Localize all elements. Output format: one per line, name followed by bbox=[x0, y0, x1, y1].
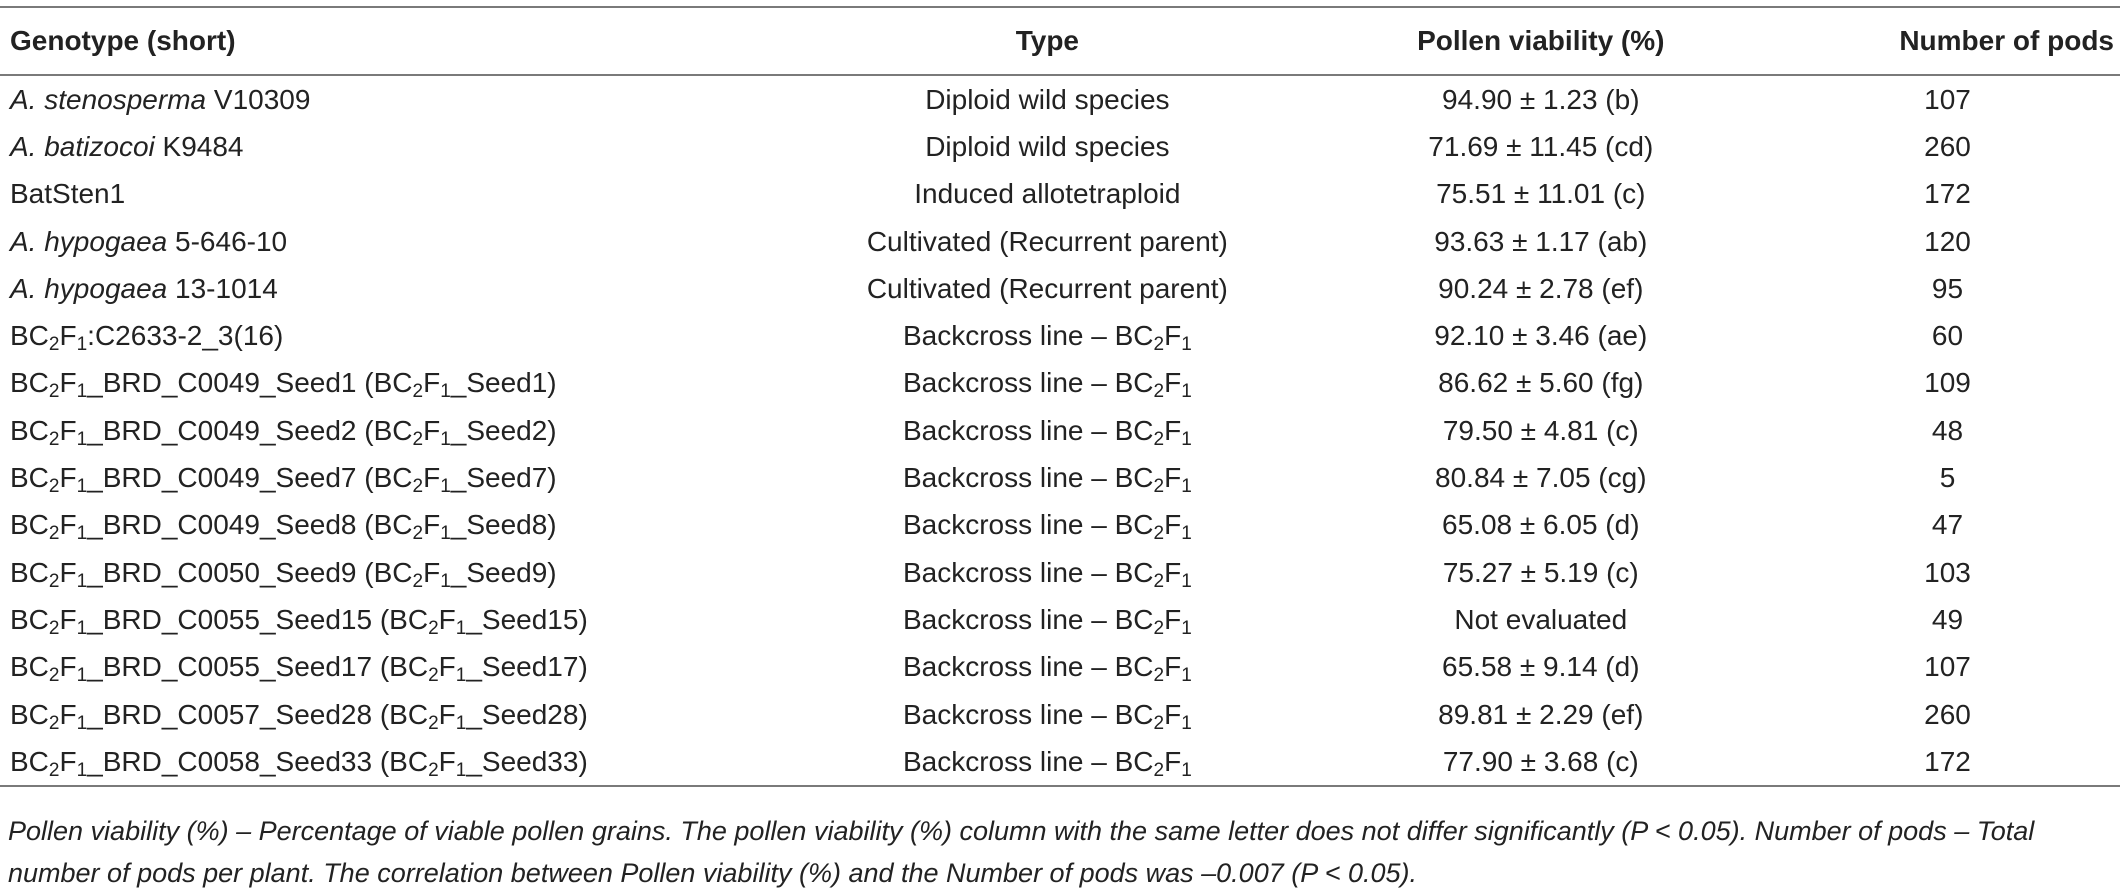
table-row bbox=[0, 502, 2120, 549]
table-body bbox=[0, 75, 2120, 786]
cell-genotype: $BC_2F_1\_BRD\_C0057\_Seed28$ $(BC_2F_1\_Seed28)$ bbox=[10, 698, 588, 734]
table-row bbox=[0, 360, 2120, 407]
cell-type: Backcross line – $BC_2F_1$ bbox=[902, 698, 1192, 734]
cell-genotype: $BC_2F_1\_BRD\_C0055\_Seed15$ $(BC_2F_1\_Seed15)$ bbox=[10, 603, 588, 639]
cell-pollen-viability: 89.81 ± 2.29 (ef) bbox=[1438, 698, 1644, 730]
cell-number-of-pods: 5 bbox=[1939, 462, 1956, 494]
cell-pollen-viability: 75.51 ± 11.01 (c) bbox=[1436, 178, 1646, 210]
cell-pollen-viability: 79.50 ± 4.81 (c) bbox=[1442, 414, 1639, 446]
cell-type: Diploid wild species bbox=[925, 83, 1170, 115]
cell-pollen-viability: 80.84 ± 7.05 (cg) bbox=[1435, 462, 1647, 494]
cell-type: Backcross line – $BC_2F_1$ bbox=[788, 738, 1306, 786]
cell-number-of-pods: 49 bbox=[1931, 603, 1964, 635]
cell-pollen-viability: 77.90 ± 3.68 (c) bbox=[1307, 738, 1775, 786]
cell-genotype: $BC_2F_1\_BRD\_C0058\_Seed33$ $(BC_2F_1\_Seed33)$ bbox=[0, 738, 788, 786]
cell-genotype: A. hypogaea 5-646-10 bbox=[10, 225, 288, 257]
table-row bbox=[0, 407, 2120, 454]
cell-pollen-viability: 90.24 ± 2.78 (ef) bbox=[1438, 272, 1644, 304]
cell-number-of-pods: 107 bbox=[1924, 83, 1971, 115]
cell-type: Backcross line – $BC_2F_1$ bbox=[902, 367, 1192, 403]
cell-number-of-pods: 172 bbox=[1924, 178, 1971, 210]
cell-type: Cultivated (Recurrent parent) bbox=[866, 225, 1228, 257]
cell-number-of-pods: 107 bbox=[1924, 651, 1971, 683]
cell-type: Cultivated (Recurrent parent) bbox=[866, 272, 1228, 304]
table-footnote: Pollen viability (%) – Percentage of viable pollen grains. The pollen viability (%) column with the same letter does not differ significantly (P < 0.05). Number of pods – Total number of pods per plant. The correlation between Pollen viability (%) and the Number of pods was –0.007 (P < 0.05). bbox=[8, 816, 2035, 888]
table-row bbox=[0, 123, 2120, 170]
cell-number-of-pods: 95 bbox=[1931, 272, 1964, 304]
cell-number-of-pods: 103 bbox=[1924, 556, 1971, 588]
cell-genotype: $BC_2F_1\_BRD\_C0055\_Seed17$ $(BC_2F_1\_Seed17)$ bbox=[10, 651, 588, 687]
cell-genotype: A. hypogaea 13-1014 bbox=[10, 272, 278, 304]
cell-type: Backcross line – $BC_2F_1$ bbox=[902, 414, 1192, 450]
cell-pollen-viability: 86.62 ± 5.60 (fg) bbox=[1438, 367, 1644, 399]
cell-genotype: A. batizocoi K9484 bbox=[10, 130, 244, 162]
results-table bbox=[0, 6, 2120, 787]
cell-number-of-pods: 120 bbox=[1924, 225, 1971, 257]
header-type: Type bbox=[788, 7, 1306, 75]
table-row bbox=[0, 644, 2120, 691]
cell-genotype: $BC_2F_1\_BRD\_C0049\_Seed2$ $(BC_2F_1\_Seed2)$ bbox=[10, 414, 557, 450]
header-row bbox=[0, 7, 2120, 75]
cell-type: Diploid wild species bbox=[925, 130, 1170, 162]
cell-number-of-pods: 172 bbox=[1775, 738, 2120, 786]
cell-pollen-viability: 92.10 ± 3.46 (ae) bbox=[1434, 320, 1648, 352]
cell-number-of-pods: 260 bbox=[1924, 698, 1971, 730]
header-pods: Number of pods bbox=[1775, 7, 2120, 75]
cell-genotype: BatSten1 bbox=[10, 178, 126, 210]
cell-type: Backcross line – $BC_2F_1$ bbox=[902, 320, 1192, 356]
table-row bbox=[0, 75, 2120, 123]
table-row bbox=[0, 218, 2120, 265]
cell-type: Induced allotetraploid bbox=[914, 178, 1181, 210]
cell-genotype: A. stenosperma V10309 bbox=[10, 83, 311, 115]
cell-genotype: $BC_2F_1\_BRD\_C0049\_Seed7$ $(BC_2F_1\_Seed7)$ bbox=[10, 462, 557, 498]
cell-genotype: $BC_2F_1\_BRD\_C0049\_Seed1$ $(BC_2F_1\_Seed1)$ bbox=[10, 367, 557, 403]
cell-pollen-viability: 93.63 ± 1.17 (ab) bbox=[1434, 225, 1648, 257]
header-genotype: Genotype (short) bbox=[0, 7, 788, 75]
table-row bbox=[0, 549, 2120, 596]
table-row bbox=[0, 738, 2120, 786]
table-row bbox=[0, 171, 2120, 218]
cell-number-of-pods: 47 bbox=[1931, 509, 1964, 541]
cell-pollen-viability: 75.27 ± 5.19 (c) bbox=[1442, 556, 1639, 588]
cell-genotype: $BC_2F_1\_BRD\_C0050\_Seed9$ $(BC_2F_1\_Seed9)$ bbox=[10, 556, 557, 592]
cell-pollen-viability: 71.69 ± 11.45 (cd) bbox=[1428, 130, 1654, 162]
table-row bbox=[0, 265, 2120, 312]
cell-pollen-viability: 94.90 ± 1.23 (b) bbox=[1442, 83, 1640, 115]
cell-number-of-pods: 48 bbox=[1931, 414, 1964, 446]
cell-pollen-viability: 65.58 ± 9.14 (d) bbox=[1442, 651, 1640, 683]
cell-genotype: $BC_2F_1:C2633-2\_3(16)$ bbox=[10, 320, 284, 356]
cell-type: Backcross line – $BC_2F_1$ bbox=[902, 556, 1192, 592]
cell-number-of-pods: 109 bbox=[1924, 367, 1971, 399]
table-row bbox=[0, 312, 2120, 359]
cell-type: Backcross line – $BC_2F_1$ bbox=[902, 509, 1192, 545]
cell-pollen-viability: 65.08 ± 6.05 (d) bbox=[1442, 509, 1640, 541]
table-row bbox=[0, 454, 2120, 501]
table-row bbox=[0, 596, 2120, 643]
table-row bbox=[0, 691, 2120, 738]
cell-type: Backcross line – $BC_2F_1$ bbox=[902, 651, 1192, 687]
cell-number-of-pods: 60 bbox=[1931, 320, 1964, 352]
cell-genotype: $BC_2F_1\_BRD\_C0049\_Seed8$ $(BC_2F_1\_Seed8)$ bbox=[10, 509, 557, 545]
cell-type: Backcross line – $BC_2F_1$ bbox=[902, 462, 1192, 498]
cell-type: Backcross line – $BC_2F_1$ bbox=[902, 603, 1192, 639]
cell-pollen-viability: Not evaluated bbox=[1454, 603, 1628, 635]
cell-number-of-pods: 260 bbox=[1924, 130, 1971, 162]
header-pollen: Pollen viability (%) bbox=[1307, 7, 1775, 75]
